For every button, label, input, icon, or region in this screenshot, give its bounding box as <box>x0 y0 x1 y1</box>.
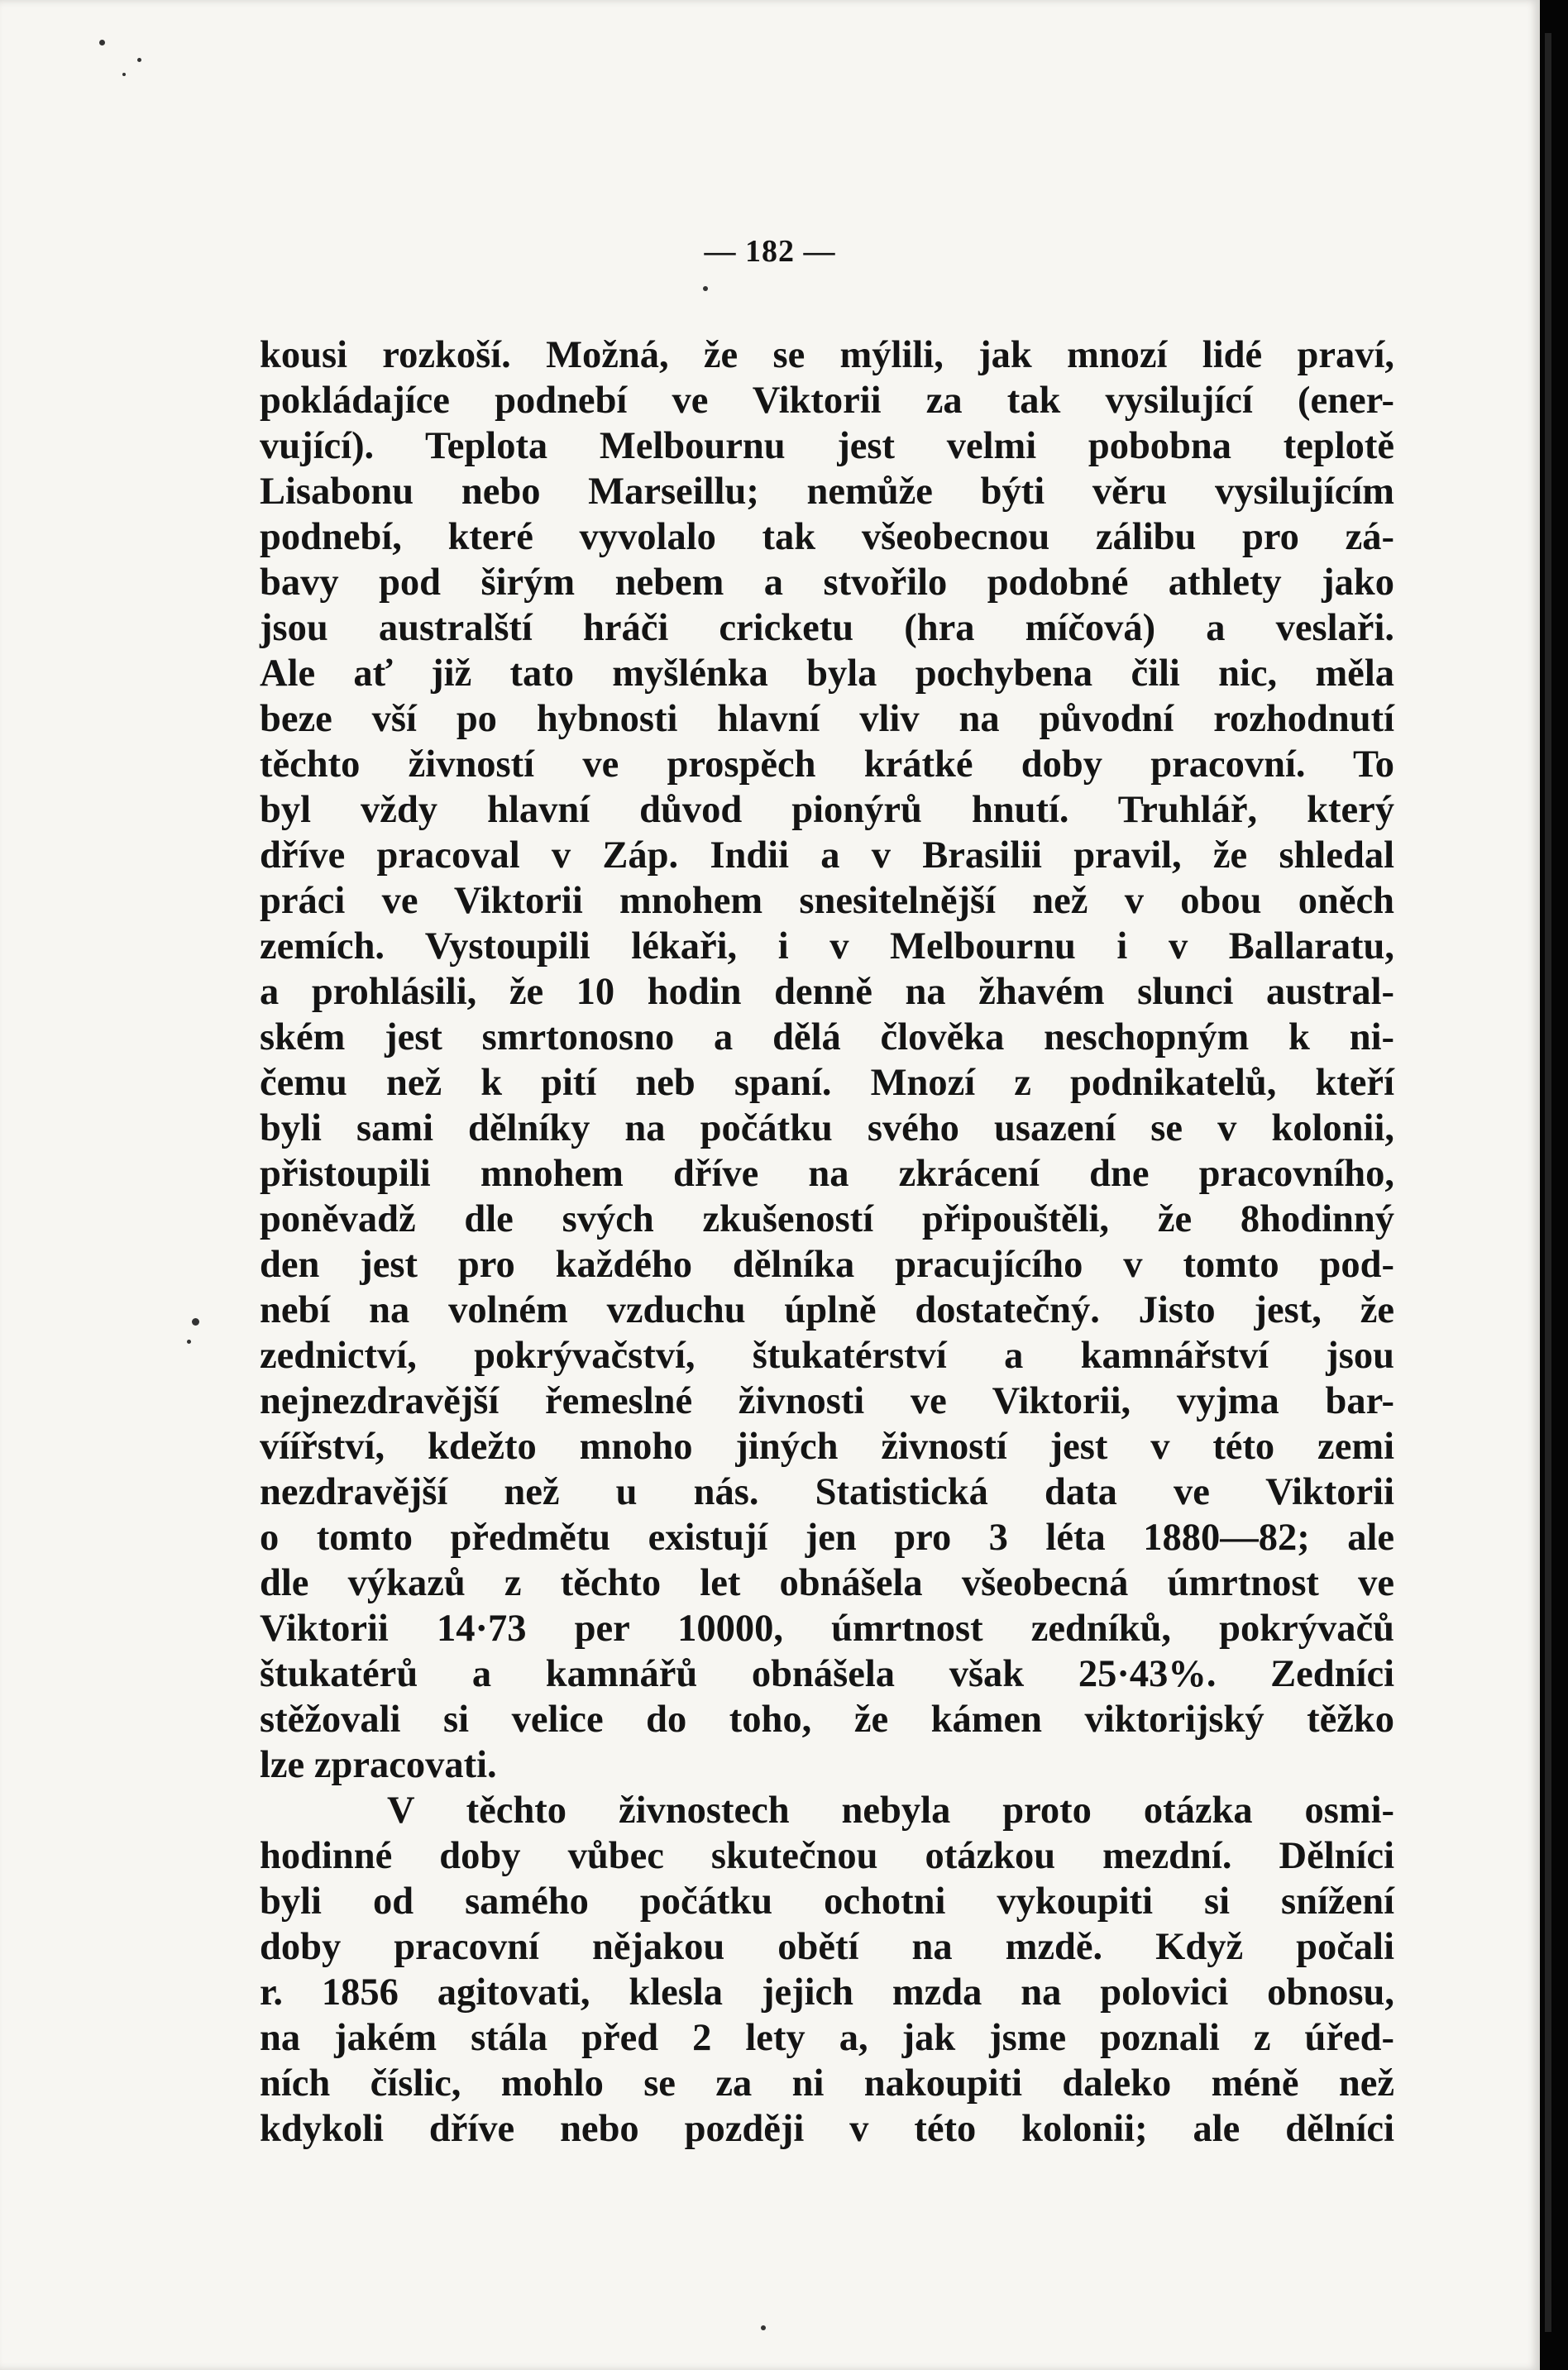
scan-speck <box>99 40 105 45</box>
text-line: lze zpracovati. <box>260 1744 497 1786</box>
text-line: kdykoli dříve nebo později v této kolonii; ale dělníci <box>260 2108 1394 2150</box>
text-line: Ale ať již tato myšlénka byla pochybena čili nic, měla <box>260 652 1394 695</box>
text-line: doby pracovní nějakou obětí na mzdě. Když počali <box>260 1926 1394 1968</box>
text-line: byli od samého počátku ochotni vykoupiti si snížení <box>260 1880 1394 1923</box>
text-line: podnebí, které vyvolalo tak všeobecnou zálibu pro zá- <box>260 516 1394 558</box>
scan-speck <box>703 286 708 291</box>
text-line: byli sami dělníky na počátku svého usazení se v kolonii, <box>260 1107 1394 1149</box>
scan-speck <box>137 58 141 62</box>
text-line: Lisabonu nebo Marseillu; nemůže býti věru vysilujícím <box>260 471 1394 513</box>
text-line: a prohlásili, že 10 hodin denně na žhavém slunci austral- <box>260 971 1394 1013</box>
text-line: den jest pro každého dělníka pracujícího v tomto pod- <box>260 1244 1394 1286</box>
text-line: jsou australští hráči cricketu (hra míčová) a veslaři. <box>260 607 1394 649</box>
body-text <box>260 332 1394 2152</box>
text-line: bavy pod širým nebem a stvořilo podobné athlety jako <box>260 561 1394 604</box>
text-line: dle výkazů z těchto let obnášela všeobecná úmrtnost ve <box>260 1562 1394 1604</box>
text-line: přistoupili mnohem dříve na zkrácení dne pracovního, <box>260 1153 1394 1195</box>
scan-border <box>1540 0 1568 2370</box>
text-line: těchto živností ve prospěch krátké doby pracovní. To <box>260 743 1394 786</box>
scan-speck <box>187 1340 191 1344</box>
text-line: V těchto živnostech nebyla proto otázka osmi- <box>387 1789 1394 1832</box>
text-line: kousi rozkoší. Možná, že se mýlili, jak mnozí lidé praví, <box>260 334 1394 376</box>
text-line: poněvadž dle svých zkušeností připouštěli, že 8hodinný <box>260 1198 1394 1240</box>
scan-border-strip <box>1545 33 1551 2332</box>
text-line: nezdravější než u nás. Statistická data ve Viktorii <box>260 1471 1394 1513</box>
text-line: čemu než k pití neb spaní. Mnozí z podnikatelů, kteří <box>260 1062 1394 1104</box>
scan-speck <box>192 1318 199 1326</box>
text-line: hodinné doby vůbec skutečnou otázkou mezdní. Dělníci <box>260 1835 1394 1877</box>
text-line: zemích. Vystoupili lékaři, i v Melbournu i v Ballaratu, <box>260 925 1394 968</box>
text-line: víířství, kdežto mnoho jiných živností jest v této zemi <box>260 1426 1394 1468</box>
text-line: beze vší po hybnosti hlavní vliv na původní rozhodnutí <box>260 698 1394 740</box>
text-line: Viktorii 14·73 per 10000, úmrtnost zedníků, pokrývačů <box>260 1608 1394 1650</box>
text-line: r. 1856 agitovati, klesla jejich mzda na polovici obnosu, <box>260 1971 1394 2014</box>
text-line: stěžovali si velice do toho, že kámen viktorijský těžko <box>260 1699 1394 1741</box>
text-line: dříve pracoval v Záp. Indii a v Brasilii pravil, že shledal <box>260 834 1394 877</box>
text-line: vující). Teplota Melbournu jest velmi pobobna teplotě <box>260 425 1394 467</box>
text-line: nejnezdravější řemeslné živnosti ve Viktorii, vyjma bar- <box>260 1380 1394 1422</box>
text-line: na jakém stála před 2 lety a, jak jsme poznali z úřed- <box>260 2017 1394 2059</box>
text-line: nebí na volném vzduchu úplně dostatečný. Jisto jest, že <box>260 1289 1394 1331</box>
scan-speck <box>761 2325 766 2330</box>
text-line: ních čísliс, mohlo se za ni nakoupiti daleko méně než <box>260 2062 1394 2105</box>
text-line: ském jest smrtonosno a dělá člověka neschopným k ni- <box>260 1016 1394 1058</box>
text-line: pokládajíce podnebí ve Viktorii za tak vysilující (ener- <box>260 380 1394 422</box>
text-line: byl vždy hlavní důvod pionýrů hnutí. Truhlář, který <box>260 789 1394 831</box>
paragraph <box>260 1788 1394 2152</box>
paragraph <box>260 332 1394 1788</box>
scan-speck <box>122 73 126 76</box>
text-line: práci ve Viktorii mnohem snesitelnější než v obou oněch <box>260 880 1394 922</box>
page-number: — 182 — <box>704 234 836 269</box>
text-line: o tomto předmětu existují jen pro 3 léta 1880—82; ale <box>260 1517 1394 1559</box>
text-line: štukatérů a kamnářů obnášela však 25·43%. Zedníci <box>260 1653 1394 1695</box>
text-line: zednictví, pokrývačství, štukatérství a kamnářství jsou <box>260 1335 1394 1377</box>
